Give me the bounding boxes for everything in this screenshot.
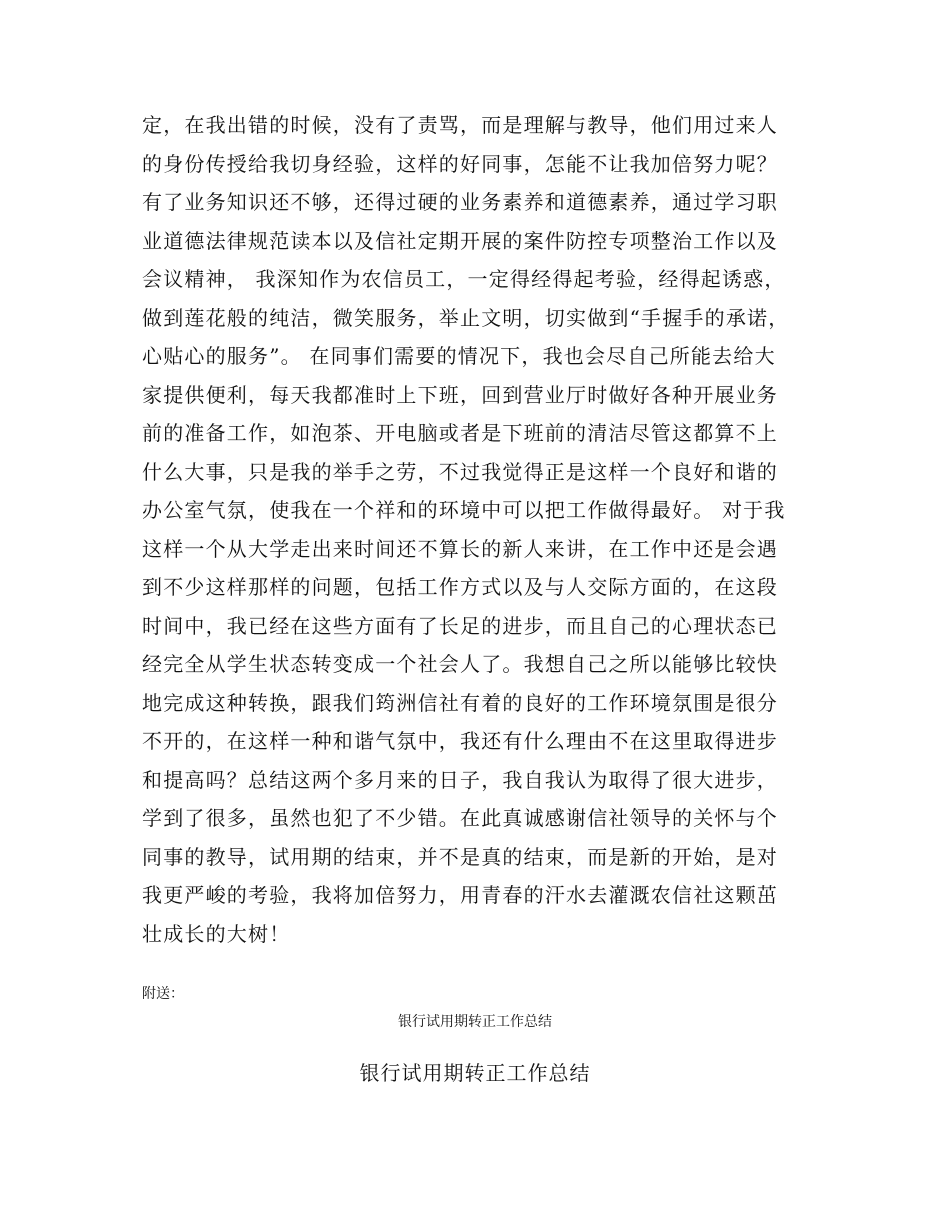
text-line: 办公室气氛，使我在一个祥和的环境中可以把工作做得最好。 对于我 (142, 498, 786, 522)
text-line: 定，在我出错的时候，没有了责骂，而是理解与教导，他们用过来人 (142, 113, 778, 137)
text-line: 地完成这种转换，跟我们筠洲信社有着的良好的工作环境氛围是很分 (142, 690, 778, 715)
attachment-title: 银行试用期转正工作总结 (359, 1061, 591, 1085)
text-line: 和提高吗？总结这两个多月来的日子，我自我认为取得了很大进步， (142, 767, 778, 792)
text-line: 经完全从学生状态转变成一个社会人了。我想自己之所以能够比较快 (142, 652, 778, 676)
text-line: 壮成长的大树！ (142, 921, 291, 946)
text-line: 有了业务知识还不够，还得过硬的业务素养和道德素养，通过学习职 (142, 190, 778, 214)
text-line: 会议精神， 我深知作为农信员工，一定得经得起考验，经得起诱惑， (142, 267, 786, 291)
text-line: 的身份传授给我切身经验，这样的好同事，怎能不让我加倍努力呢？ (142, 151, 778, 176)
attachment-label: 附送： (142, 986, 184, 1002)
text-line: 这样一个从大学走出来时间还不算长的新人来讲，在工作中还是会遇 (142, 536, 778, 561)
text-line: 不开的，在这样一种和谐气氛中，我还有什么理由不在这里取得进步 (142, 729, 778, 753)
body-paragraph (142, 106, 812, 953)
text-line: 同事的教导，试用期的结束，并不是真的结束，而是新的开始，是对 (142, 844, 778, 869)
text-line: 前的准备工作，如泡茶、开电脑或者是下班前的清洁尽管这都算不上 (142, 421, 778, 445)
text-line: 做到莲花般的纯洁，微笑服务，举止文明，切实做到“手握手的承诺， (142, 305, 790, 330)
text-line: 时间中，我已经在这些方面有了长足的进步，而且自己的心理状态已 (142, 613, 778, 638)
attachment-subtitle: 银行试用期转正工作总结 (398, 1014, 552, 1030)
text-line: 业道德法律规范读本以及信社定期开展的案件防控专项整治工作以及 (142, 228, 778, 253)
text-line: 心贴心的服务”。 在同事们需要的情况下，我也会尽自己所能去给大 (142, 344, 776, 368)
text-line: 什么大事，只是我的举手之劳，不过我觉得正是这样一个良好和谐的 (142, 459, 778, 484)
text-line: 学到了很多，虽然也犯了不少错。在此真诚感谢信社领导的关怀与个 (142, 806, 778, 830)
text-line: 家提供便利，每天我都准时上下班，回到营业厅时做好各种开展业务 (142, 382, 778, 407)
text-line: 我更严峻的考验，我将加倍努力，用青春的汗水去灌溉农信社这颗茁 (142, 883, 778, 907)
text-line: 到不少这样那样的问题，包括工作方式以及与人交际方面的，在这段 (142, 575, 778, 599)
